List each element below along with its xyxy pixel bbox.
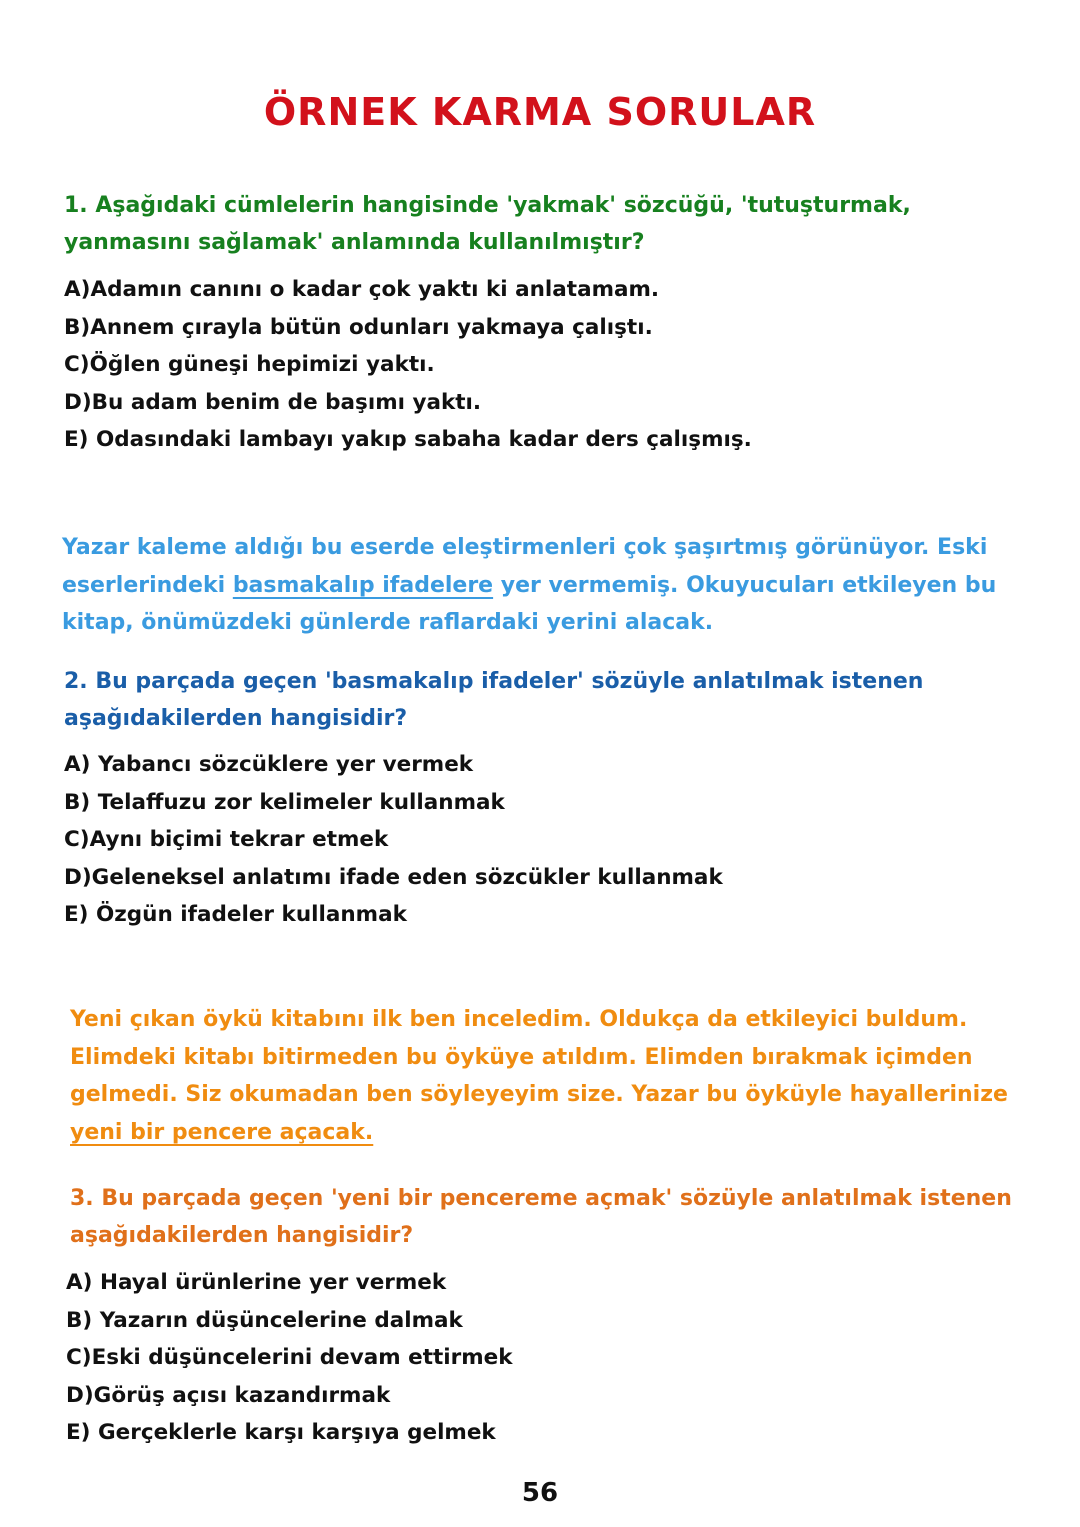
question-2-stem: 2. Bu parçada geçen 'basmakalıp ifadeler' sözüyle anlatılmak istenen aşağıdakilerden hangisidir? (64, 669, 924, 731)
passage-3 (70, 1001, 1030, 1151)
passage-3-underlined-phrase: yeni bir pencere açacak. (70, 1119, 374, 1145)
option-e: E) Odasındaki lambayı yakıp sabaha kadar ders çalışmış. (64, 427, 752, 452)
option-b: B)Annem çırayla bütün odunları yakmaya çalıştı. (64, 314, 653, 340)
question-1-options (64, 271, 752, 459)
option-e: E) Özgün ifadeler kullanmak (64, 902, 407, 927)
passage-2 (62, 529, 1022, 642)
option-d: D)Geleneksel anlatımı ifade eden sözcükler kullanmak (64, 864, 723, 890)
option-e: E) Gerçeklerle karşı karşıya gelmek (66, 1420, 496, 1445)
passage-3-text-before: Yeni çıkan öykü kitabını ilk ben inceledim. Oldukça da etkileyici buldum. Elimdeki kitabı bitirmeden bu öyküye atıldım. Elimden bırakmak içimden gelmedi. Siz okumadan ben söyleyeyim size. Yazar bu öyküyle hayallerinize (70, 1007, 1008, 1107)
option-c: C)Öğlen güneşi hepimizi yaktı. (64, 352, 435, 377)
option-b: B) Yazarın düşüncelerine dalmak (66, 1307, 463, 1333)
option-d: D)Bu adam benim de başımı yaktı. (64, 389, 482, 415)
option-c: C)Aynı biçimi tekrar etmek (64, 827, 389, 852)
passage-2-text-before: Yazar kaleme aldığı bu eserde eleştirmenleri çok şaşırtmış görünüyor. Eski eserlerindeki (62, 535, 988, 598)
passage-2-underlined-phrase: basmakalıp ifadelere (232, 572, 494, 598)
option-d: D)Görüş açısı kazandırmak (66, 1382, 391, 1408)
option-a: A) Yabancı sözcüklere yer vermek (64, 752, 474, 777)
option-c: C)Eski düşüncelerini devam ettirmek (66, 1345, 513, 1370)
option-a: A) Hayal ürünlerine yer vermek (66, 1270, 447, 1295)
question-3-options (66, 1264, 513, 1452)
question-2-options (64, 746, 723, 934)
page-title: ÖRNEK KARMA SORULAR (263, 90, 817, 134)
option-a: A)Adamın canını o kadar çok yaktı ki anlatamam. (64, 277, 660, 302)
question-1-stem: 1. Aşağıdaki cümlelerin hangisinde 'yakmak' sözcüğü, 'tutuşturmak, yanmasını sağlamak' anlamında kullanılmıştır? (64, 193, 911, 255)
passage-2-text-after: yer vermemiş. Okuyucuları etkileyen bu kitap, önümüzdeki günlerde raflardaki yerini alacak. (62, 572, 997, 635)
question-3-stem: 3. Bu parçada geçen 'yeni bir pencereme açmak' sözüyle anlatılmak istenen aşağıdakilerden hangisidir? (70, 1186, 1012, 1248)
page-number: 56 (521, 1478, 559, 1508)
option-b: B) Telaffuzu zor kelimeler kullanmak (64, 789, 505, 815)
